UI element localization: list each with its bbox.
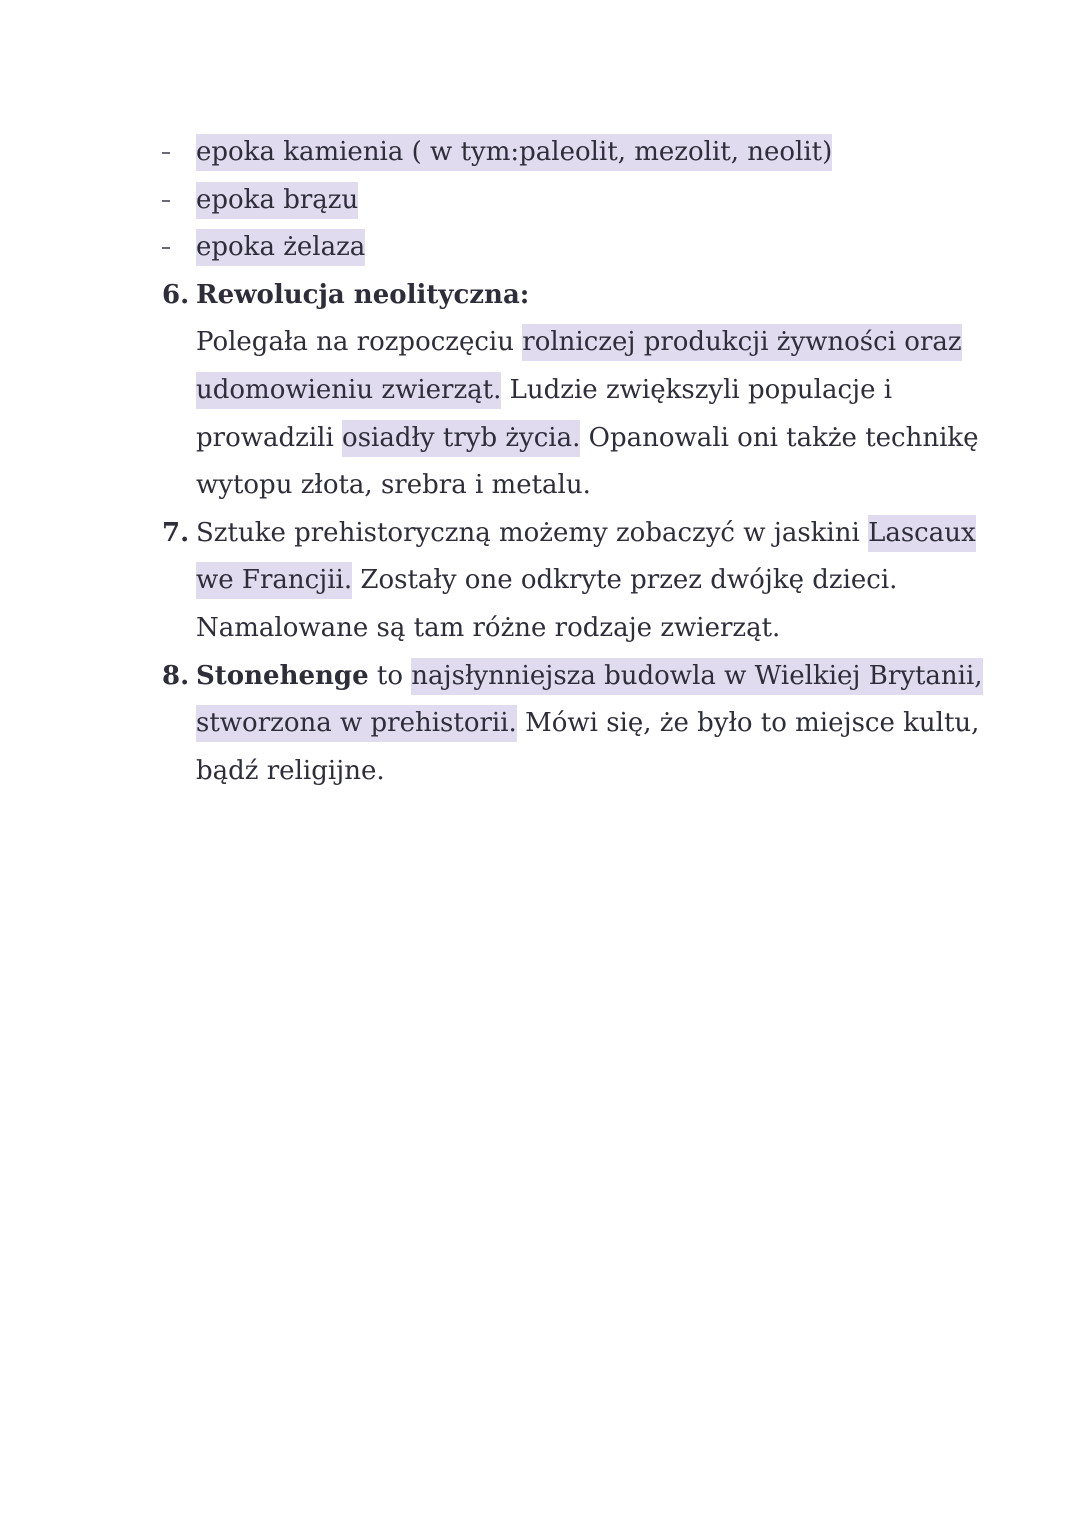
bullet-dash bbox=[162, 200, 170, 202]
item6-line-3 bbox=[196, 420, 979, 456]
item8-line-3: bądź religijne. bbox=[196, 756, 385, 786]
highlighted-text: osiadły tryb życia. bbox=[342, 420, 580, 457]
item6-line-1 bbox=[196, 324, 962, 360]
item7-line-3: Namalowane są tam różne rodzaje zwierząt. bbox=[196, 613, 781, 643]
text-run: to bbox=[368, 661, 412, 691]
text-run: Opanowali oni także technikę bbox=[580, 423, 979, 453]
bold-term: Stonehenge bbox=[196, 661, 369, 691]
highlighted-text: Lascaux bbox=[868, 515, 976, 552]
item-number-7: 7. bbox=[162, 518, 190, 548]
highlighted-text: udomowieniu zwierząt. bbox=[196, 372, 501, 409]
highlighted-text: rolniczej produkcji żywności oraz bbox=[522, 324, 961, 361]
item7-line-1 bbox=[196, 515, 976, 551]
text-run: prowadzili bbox=[196, 423, 343, 453]
item6-line-4: wytopu złota, srebra i metalu. bbox=[196, 470, 591, 500]
highlighted-text: stworzona w prehistorii. bbox=[196, 705, 517, 742]
item8-line-1 bbox=[196, 658, 983, 694]
text-run: Zostały one odkryte przez dwójkę dzieci. bbox=[352, 565, 898, 595]
item6-line-2 bbox=[196, 372, 892, 408]
highlighted-text: we Francjii. bbox=[196, 562, 352, 599]
text-run: Ludzie zwiększyli populacje i bbox=[501, 375, 893, 405]
bullet-dash bbox=[162, 247, 170, 249]
item7-line-2 bbox=[196, 562, 897, 598]
highlighted-text: epoka brązu bbox=[196, 182, 358, 219]
bullet-item-bronze-age bbox=[196, 182, 358, 218]
item6-heading: Rewolucja neolityczna: bbox=[196, 280, 530, 310]
item-number-8: 8. bbox=[162, 661, 190, 691]
text-run: Mówi się, że było to miejsce kultu, bbox=[516, 708, 980, 738]
text-run: Polegała na rozpoczęciu bbox=[196, 327, 523, 357]
bullet-dash bbox=[162, 152, 170, 154]
item8-line-2 bbox=[196, 705, 979, 741]
item-number-6: 6. bbox=[162, 280, 190, 310]
bullet-item-iron-age bbox=[196, 229, 365, 265]
text-run: Sztuke prehistoryczną możemy zobaczyć w jaskini bbox=[196, 518, 869, 548]
highlighted-text: epoka żelaza bbox=[196, 229, 365, 266]
highlighted-text: epoka kamienia ( w tym:paleolit, mezolit, neolit) bbox=[196, 134, 832, 171]
highlighted-text: najsłynniejsza budowla w Wielkiej Brytanii, bbox=[411, 658, 982, 695]
bullet-item-stone-age bbox=[196, 134, 832, 170]
